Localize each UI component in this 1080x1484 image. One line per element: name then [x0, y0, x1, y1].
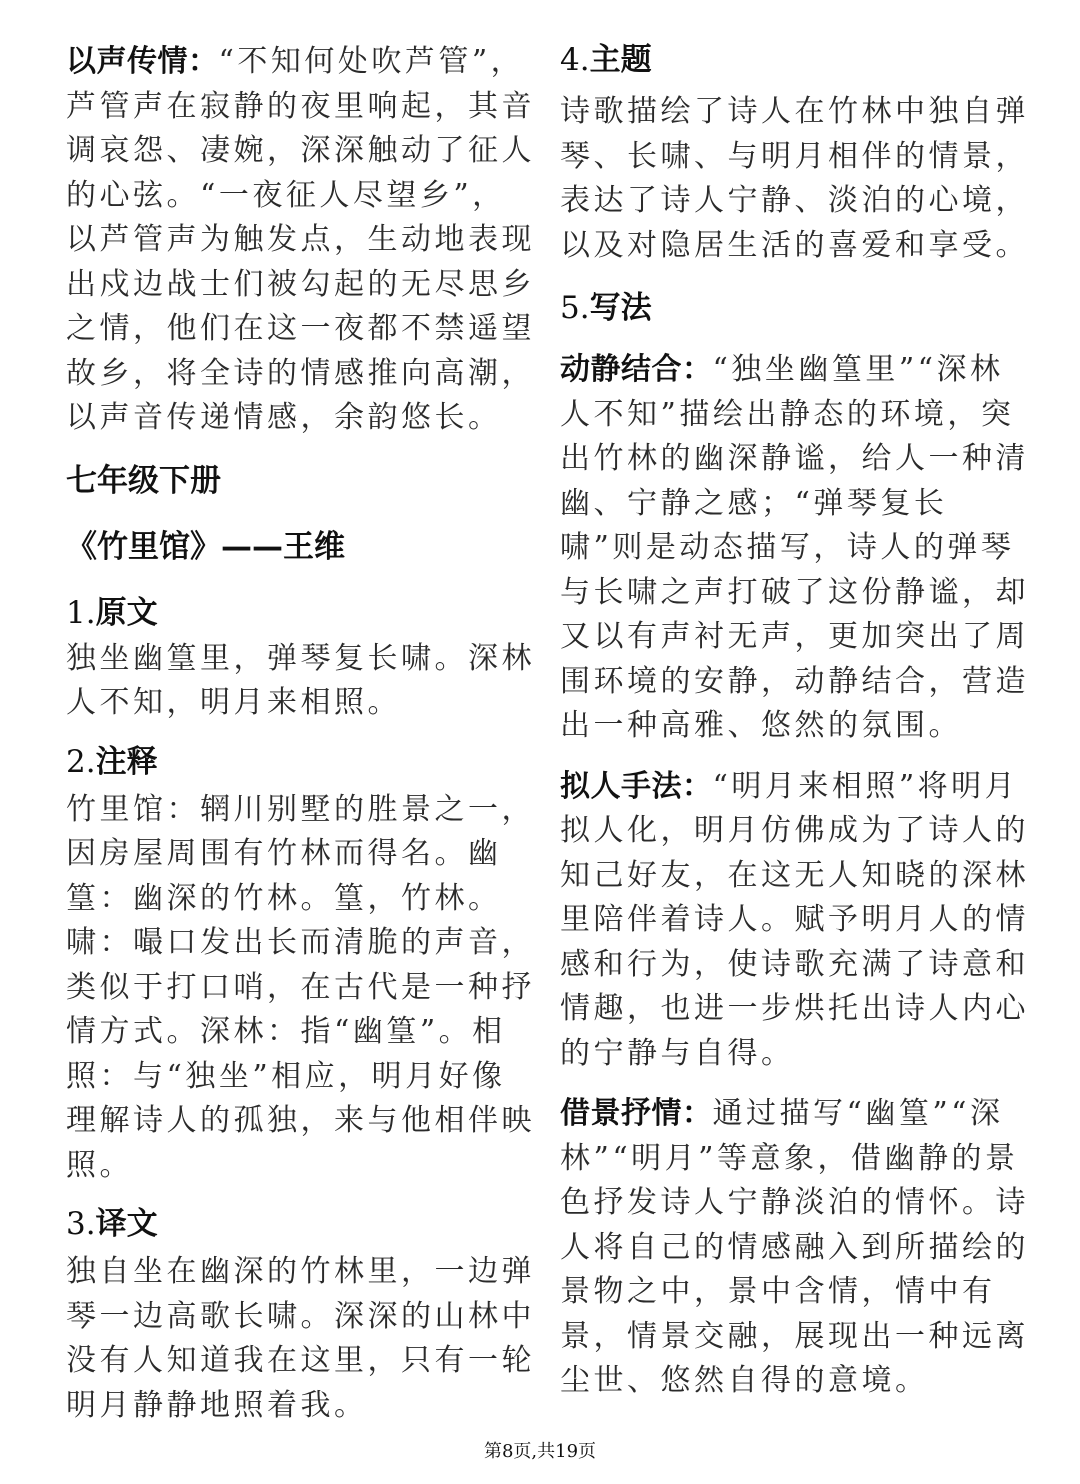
page-number-footer: 第8页,共19页: [483, 1441, 597, 1462]
section-title: 写法: [589, 290, 652, 326]
grade-heading: [66, 459, 536, 503]
poem-title-text: 《竹里馆》——王维: [66, 528, 345, 565]
original-text: 独坐幽篁里，弹琴复长啸。深林人不知，明月来相照。: [66, 640, 535, 720]
left-column: [66, 40, 536, 1428]
section-heading-original: [66, 591, 536, 635]
section-title: 注释: [95, 743, 158, 780]
term-label: 借景抒情：: [560, 1096, 713, 1131]
paragraph-personification: [560, 765, 1030, 1077]
paragraph-scene-emotion: [560, 1092, 1030, 1404]
section-heading-translation: [66, 1202, 536, 1246]
translation-text: 独自坐在幽深的竹林里，一边弹琴一边高歌长啸。深深的山林中没有人知道我在这里，只有一轮明月静静地照着我。: [66, 1254, 535, 1423]
section-number: 3.: [66, 1206, 96, 1242]
paragraph-sound-emotion: [66, 40, 536, 441]
paragraph-motion-stillness: [560, 348, 1030, 749]
paragraph-text: “明月来相照”将明月拟人化，明月仿佛成为了诗人的知己好友，在这无人知晓的深林里陪伴着诗人。赋予明月人的情感和行为，使诗歌充满了诗意和情趣，也进一步烘托出诗人内心的宁静与自得。: [560, 768, 1029, 1071]
term-label: 动静结合：: [560, 352, 713, 387]
right-column: [560, 40, 1030, 1404]
term-label: 以声传情：: [66, 44, 219, 79]
section-title: 译文: [95, 1206, 158, 1242]
theme-text: 诗歌描绘了诗人在竹林中独自弹琴、长啸、与明月相伴的情景，表达了诗人宁静、淡泊的心境，以及对隐居生活的喜爱和享受。: [560, 94, 1029, 263]
section-title: 原文: [95, 594, 158, 631]
section-heading-theme: [560, 38, 1030, 82]
paragraph-text: “独坐幽篁里”“深林人不知”描绘出静态的环境，突出竹林的幽深静谧，给人一种清幽、宁静之感；“弹琴复长啸”则是动态描写，诗人的弹琴与长啸之声打破了这份静谧，却又以有声衬无声，更加突出了周围环境的安静，动静结合，营造出一种高雅、悠然的氛围。: [560, 352, 1029, 743]
paragraph-text: “不知何处吹芦管”，芦管声在寂静的夜里响起，其音调哀怨、凄婉，深深触动了征人的心弦。“一夜征人尽望乡”，以芦管声为触发点，生动地表现出戍边战士们被勾起的无尽思乡之情，他们在这一夜都不禁遥望故乡，将全诗的情感推向高潮，以声音传递情感，余韵悠长。: [66, 44, 535, 435]
poem-title-heading: [66, 525, 536, 569]
notes-text: 竹里馆：辋川别墅的胜景之一，因房屋周围有竹林而得名。幽篁：幽深的竹林。篁，竹林。啸：嘬口发出长而清脆的声音，类似于打口哨，在古代是一种抒情方式。深林：指“幽篁”。相照：与“独坐”相应，明月好像理解诗人的孤独，来与他相伴映照。: [66, 791, 535, 1183]
section-number: 4.: [560, 42, 590, 78]
term-label: 拟人手法：: [560, 768, 713, 804]
section-number: 2.: [66, 743, 96, 780]
section-title: 主题: [589, 42, 652, 78]
paragraph-text: 通过描写“幽篁”“深林”“明月”等意象，借幽静的景色抒发诗人宁静淡泊的情怀。诗人将自己的情感融入到所描绘的景物之中，景中含情，情中有景，情景交融，展现出一种远离尘世、悠然自得的意境。: [560, 1096, 1029, 1398]
section-number: 1.: [66, 594, 96, 631]
section-heading-notes: [66, 740, 536, 784]
section-number: 5.: [560, 290, 590, 326]
section-heading-technique: [560, 286, 1030, 330]
grade-heading-text: 七年级下册: [66, 462, 221, 499]
